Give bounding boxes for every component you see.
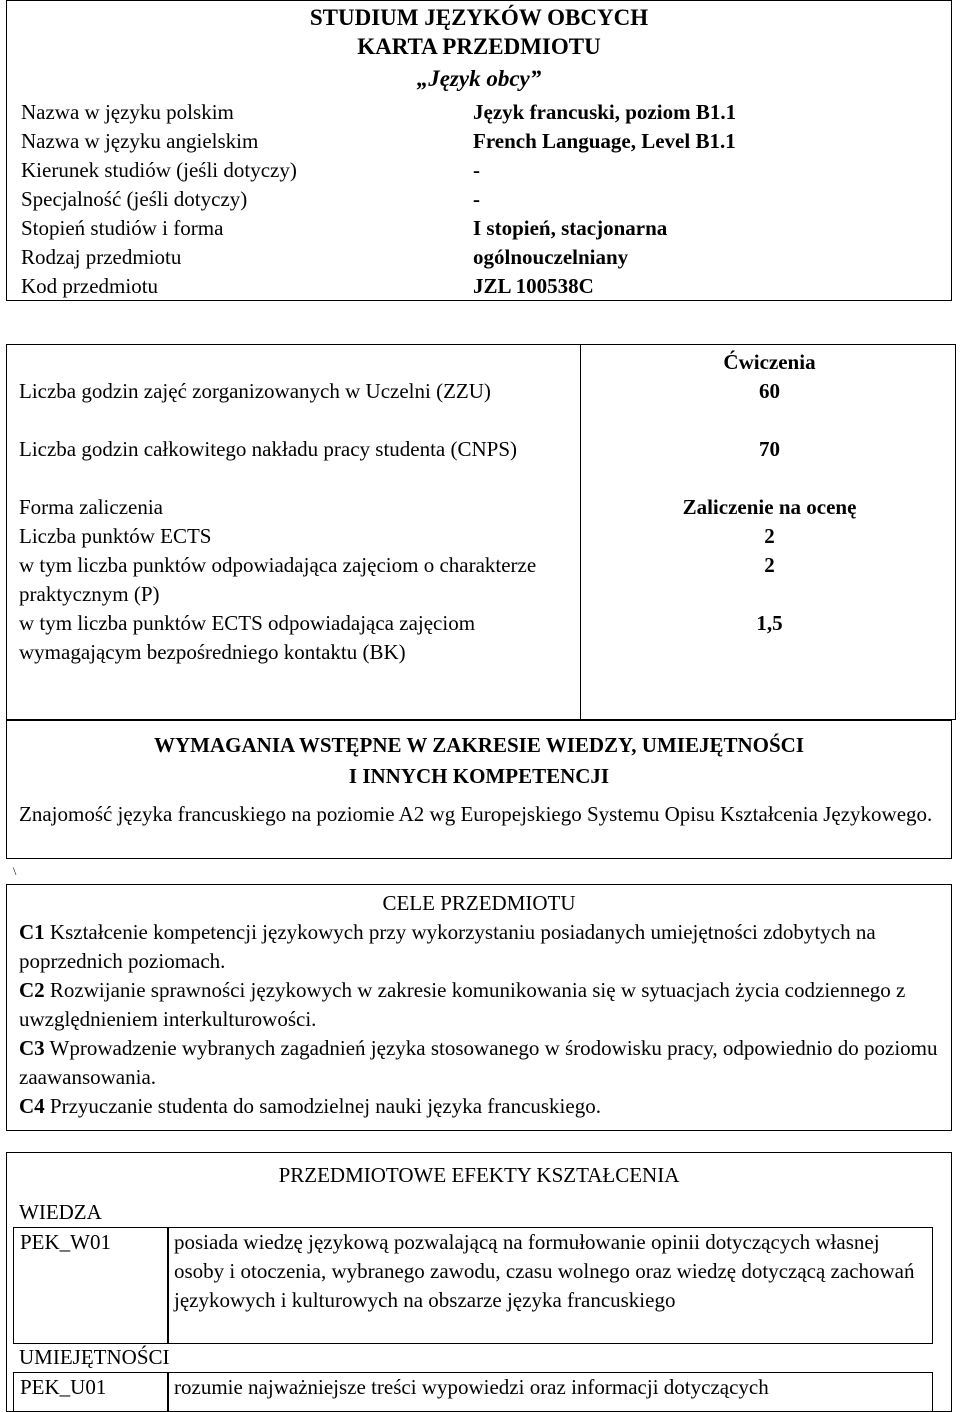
hours-row-label: Liczba godzin całkowitego nakładu pracy studenta (CNPS) <box>19 437 518 461</box>
info-row <box>21 127 941 156</box>
hours-ects-table <box>6 344 956 720</box>
header-line-2: KARTA PRZEDMIOTU <box>357 34 601 59</box>
info-row <box>21 272 941 301</box>
requirements-heading-1: WYMAGANIA WSTĘPNE W ZAKRESIE WIEDZY, UMIEJĘTNOŚCI <box>154 733 804 757</box>
info-label: Rodzaj przedmiotu <box>21 245 182 269</box>
goal-text: Wprowadzenie wybranych zagadnień języka stosowanego w środowisku pracy, odpowiednio do poziomu zaawansowania. <box>19 1036 938 1089</box>
header-line-1: STUDIUM JĘZYKÓW OBCYCH <box>309 5 649 30</box>
outcome-description: rozumie najważniejsze treści wypowiedzi oraz informacji dotyczących <box>174 1375 769 1399</box>
goal-text: Rozwijanie sprawności językowych w zakresie komunikowania się w sytuacjach życia codziennego z uwzględnieniem interkulturowości. <box>19 978 906 1031</box>
goal-code: C3 <box>19 1036 45 1060</box>
outcomes-section <box>6 1152 952 1412</box>
requirements-section <box>6 720 952 859</box>
hours-row-label: Liczba godzin zajęć zorganizowanych w Uczelni (ZZU) <box>19 379 491 403</box>
goal-text: Kształcenie kompetencji językowych przy wykorzystaniu posiadanych umiejętności zdobytych na poprzednich poziomach. <box>19 920 876 973</box>
header-line-3: „Język obcy” <box>416 66 542 91</box>
column-header-cwiczenia: Ćwiczenia <box>723 350 816 374</box>
goal-item <box>19 1034 939 1092</box>
goal-item <box>19 918 939 976</box>
info-row <box>21 98 941 127</box>
course-card-header <box>6 0 952 301</box>
hours-row-value: 2 <box>764 553 775 577</box>
skills-label: UMIEJĘTNOŚCI <box>19 1345 170 1369</box>
hours-row-value: Zaliczenie na ocenę <box>682 495 857 519</box>
info-label: Specjalność (jeśli dotyczy) <box>21 187 248 211</box>
info-value: ogólnouczelniany <box>473 245 629 269</box>
goal-code: C1 <box>19 920 45 944</box>
info-label: Kod przedmiotu <box>21 274 159 298</box>
goal-code: C2 <box>19 978 45 1002</box>
requirements-heading-2: I INNYCH KOMPETENCJI <box>348 764 610 788</box>
hours-row-value: 70 <box>759 437 780 461</box>
info-row <box>21 243 941 272</box>
hours-row-value: 60 <box>759 379 780 403</box>
info-row <box>21 156 941 185</box>
stray-backslash: \ <box>13 864 17 878</box>
hours-row-value: 2 <box>764 524 775 548</box>
outcome-description-cell <box>167 1227 933 1344</box>
outcome-code-cell <box>13 1372 169 1412</box>
goal-code: C4 <box>19 1094 45 1118</box>
outcome-description-cell <box>167 1372 933 1412</box>
outcomes-heading: PRZEDMIOTOWE EFEKTY KSZTAŁCENIA <box>278 1163 680 1187</box>
hours-row-label: w tym liczba punktów odpowiadająca zajęciom o charakterze praktycznym (P) <box>19 553 537 606</box>
knowledge-label: WIEDZA <box>19 1200 102 1224</box>
info-value: French Language, Level B1.1 <box>473 129 736 153</box>
info-label: Stopień studiów i forma <box>21 216 224 240</box>
info-value: JZL 100538C <box>473 274 594 298</box>
outcome-description: posiada wiedzę językową pozwalającą na formułowanie opinii dotyczących własnej osoby i otoczenia, wybranego zawodu, czasu wolnego oraz wiedzę dotyczącą zachowań językowych i kulturowych na obszarze języka francuskiego <box>174 1230 915 1312</box>
info-value: - <box>473 158 480 182</box>
hours-row-value: 1,5 <box>756 611 783 635</box>
outcome-code: PEK_U01 <box>20 1375 107 1399</box>
info-value: I stopień, stacjonarna <box>473 216 668 240</box>
info-row <box>21 185 941 214</box>
info-value: - <box>473 187 480 211</box>
info-label: Nazwa w języku polskim <box>21 100 234 124</box>
hours-row-label: w tym liczba punktów ECTS odpowiadająca zajęciom wymagającym bezpośredniego kontaktu (BK) <box>19 611 476 664</box>
hours-row-label: Liczba punktów ECTS <box>19 524 212 548</box>
outcome-code: PEK_W01 <box>20 1230 111 1254</box>
goal-item <box>19 1092 939 1121</box>
column-divider <box>580 345 581 719</box>
info-row <box>21 214 941 243</box>
goal-item <box>19 976 939 1034</box>
goals-heading: CELE PRZEDMIOTU <box>382 891 576 915</box>
info-value: Język francuski, poziom B1.1 <box>473 100 737 124</box>
info-label: Nazwa w języku angielskim <box>21 129 259 153</box>
goal-text: Przyuczanie studenta do samodzielnej nauki języka francuskiego. <box>49 1094 601 1118</box>
requirements-text: Znajomość języka francuskiego na poziomie A2 wg Europejskiego Systemu Opisu Kształcenia Językowego. <box>19 802 933 826</box>
info-label: Kierunek studiów (jeśli dotyczy) <box>21 158 297 182</box>
outcome-code-cell <box>13 1227 169 1344</box>
hours-row-label: Forma zaliczenia <box>19 495 164 519</box>
goals-section <box>6 884 952 1131</box>
